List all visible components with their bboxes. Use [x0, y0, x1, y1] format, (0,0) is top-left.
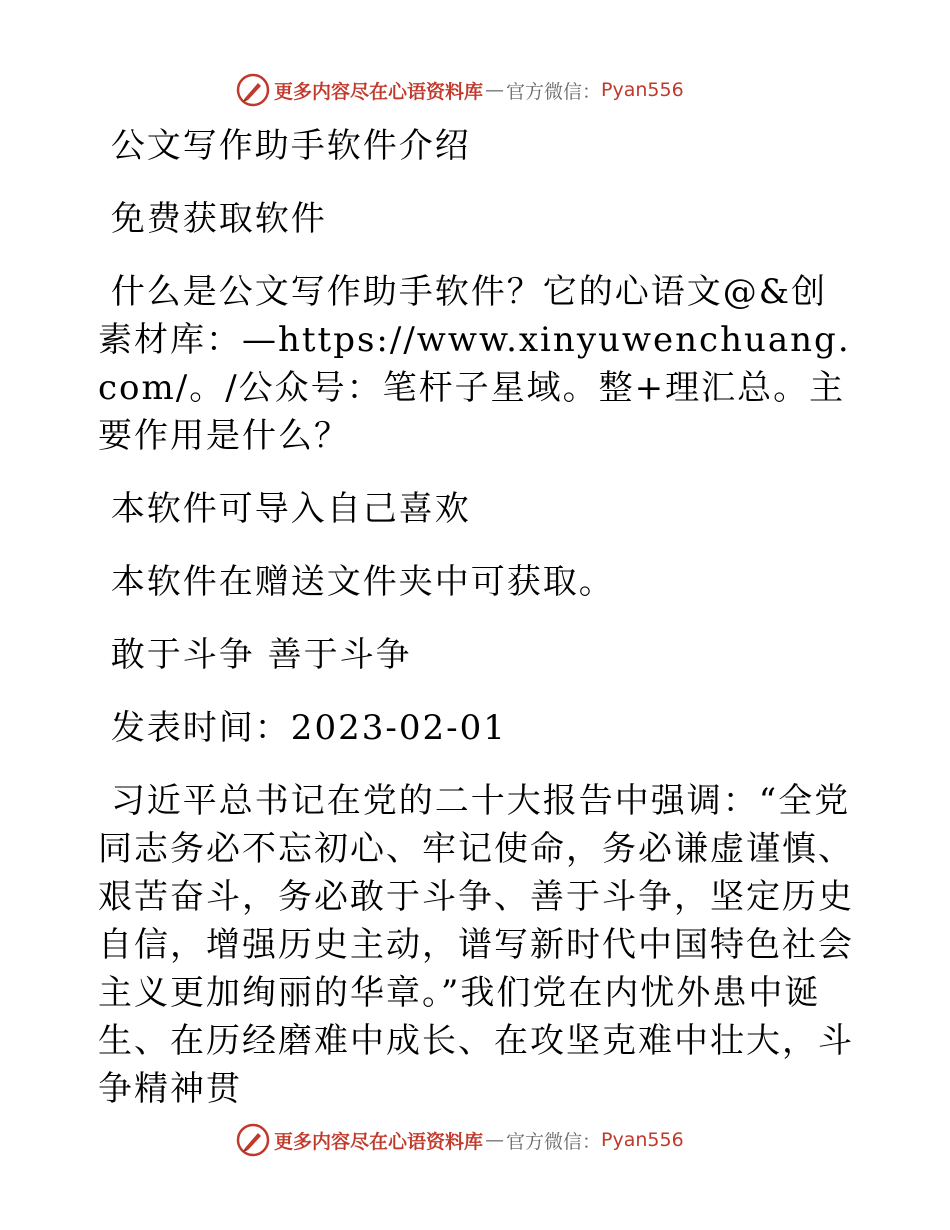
publish-date: 发表时间：2023-02-01 [98, 708, 507, 748]
watermark-sub-text: 官方微信： [506, 80, 602, 103]
watermark-wechat-id: Pyan556 [601, 79, 684, 101]
gift-folder-line: 本软件在赠送文件夹中可获取。 [98, 562, 615, 602]
doc-title: 公文写作助手软件介绍 [98, 126, 471, 166]
watermark-main-text: 更多内容尽在心语资料库 [274, 80, 484, 103]
intro-paragraph: 什么是公文写作助手软件？它的心语文@&创素材库：—https://www.xinyuwenchuang.com/。/公众号：笔杆子星域。整+理汇总。主要作用是什么？ [98, 272, 851, 456]
watermark-dash: — [485, 79, 505, 101]
watermark-sub-text: 官方微信： [506, 1130, 602, 1153]
watermark-wechat-id: Pyan556 [601, 1129, 684, 1151]
watermark-dash: — [485, 1129, 505, 1151]
footer-watermark [236, 1122, 684, 1158]
article-body-paragraph: 习近平总书记在党的二十大报告中强调：“全党同志务必不忘初心、牢记使命，务必谦虚谨慎、艰苦奋斗，务必敢于斗争、善于斗争，坚定历史自信，增强历史主动，谱写新时代中国特色社会主义更加绚丽的华章。”我们党在内忧外患中诞生、在历经磨难中成长、在攻坚克难中壮大，斗争精神贯 [98, 781, 854, 1109]
watermark-main-text: 更多内容尽在心语资料库 [274, 1130, 484, 1153]
article-title: 敢于斗争 善于斗争 [98, 635, 412, 675]
pen-logo-icon [236, 73, 270, 107]
pen-logo-icon [236, 1123, 270, 1157]
free-software-line: 免费获取软件 [98, 199, 327, 239]
header-watermark [236, 72, 684, 108]
document-body [98, 122, 858, 1138]
import-line: 本软件可导入自己喜欢 [98, 489, 471, 529]
